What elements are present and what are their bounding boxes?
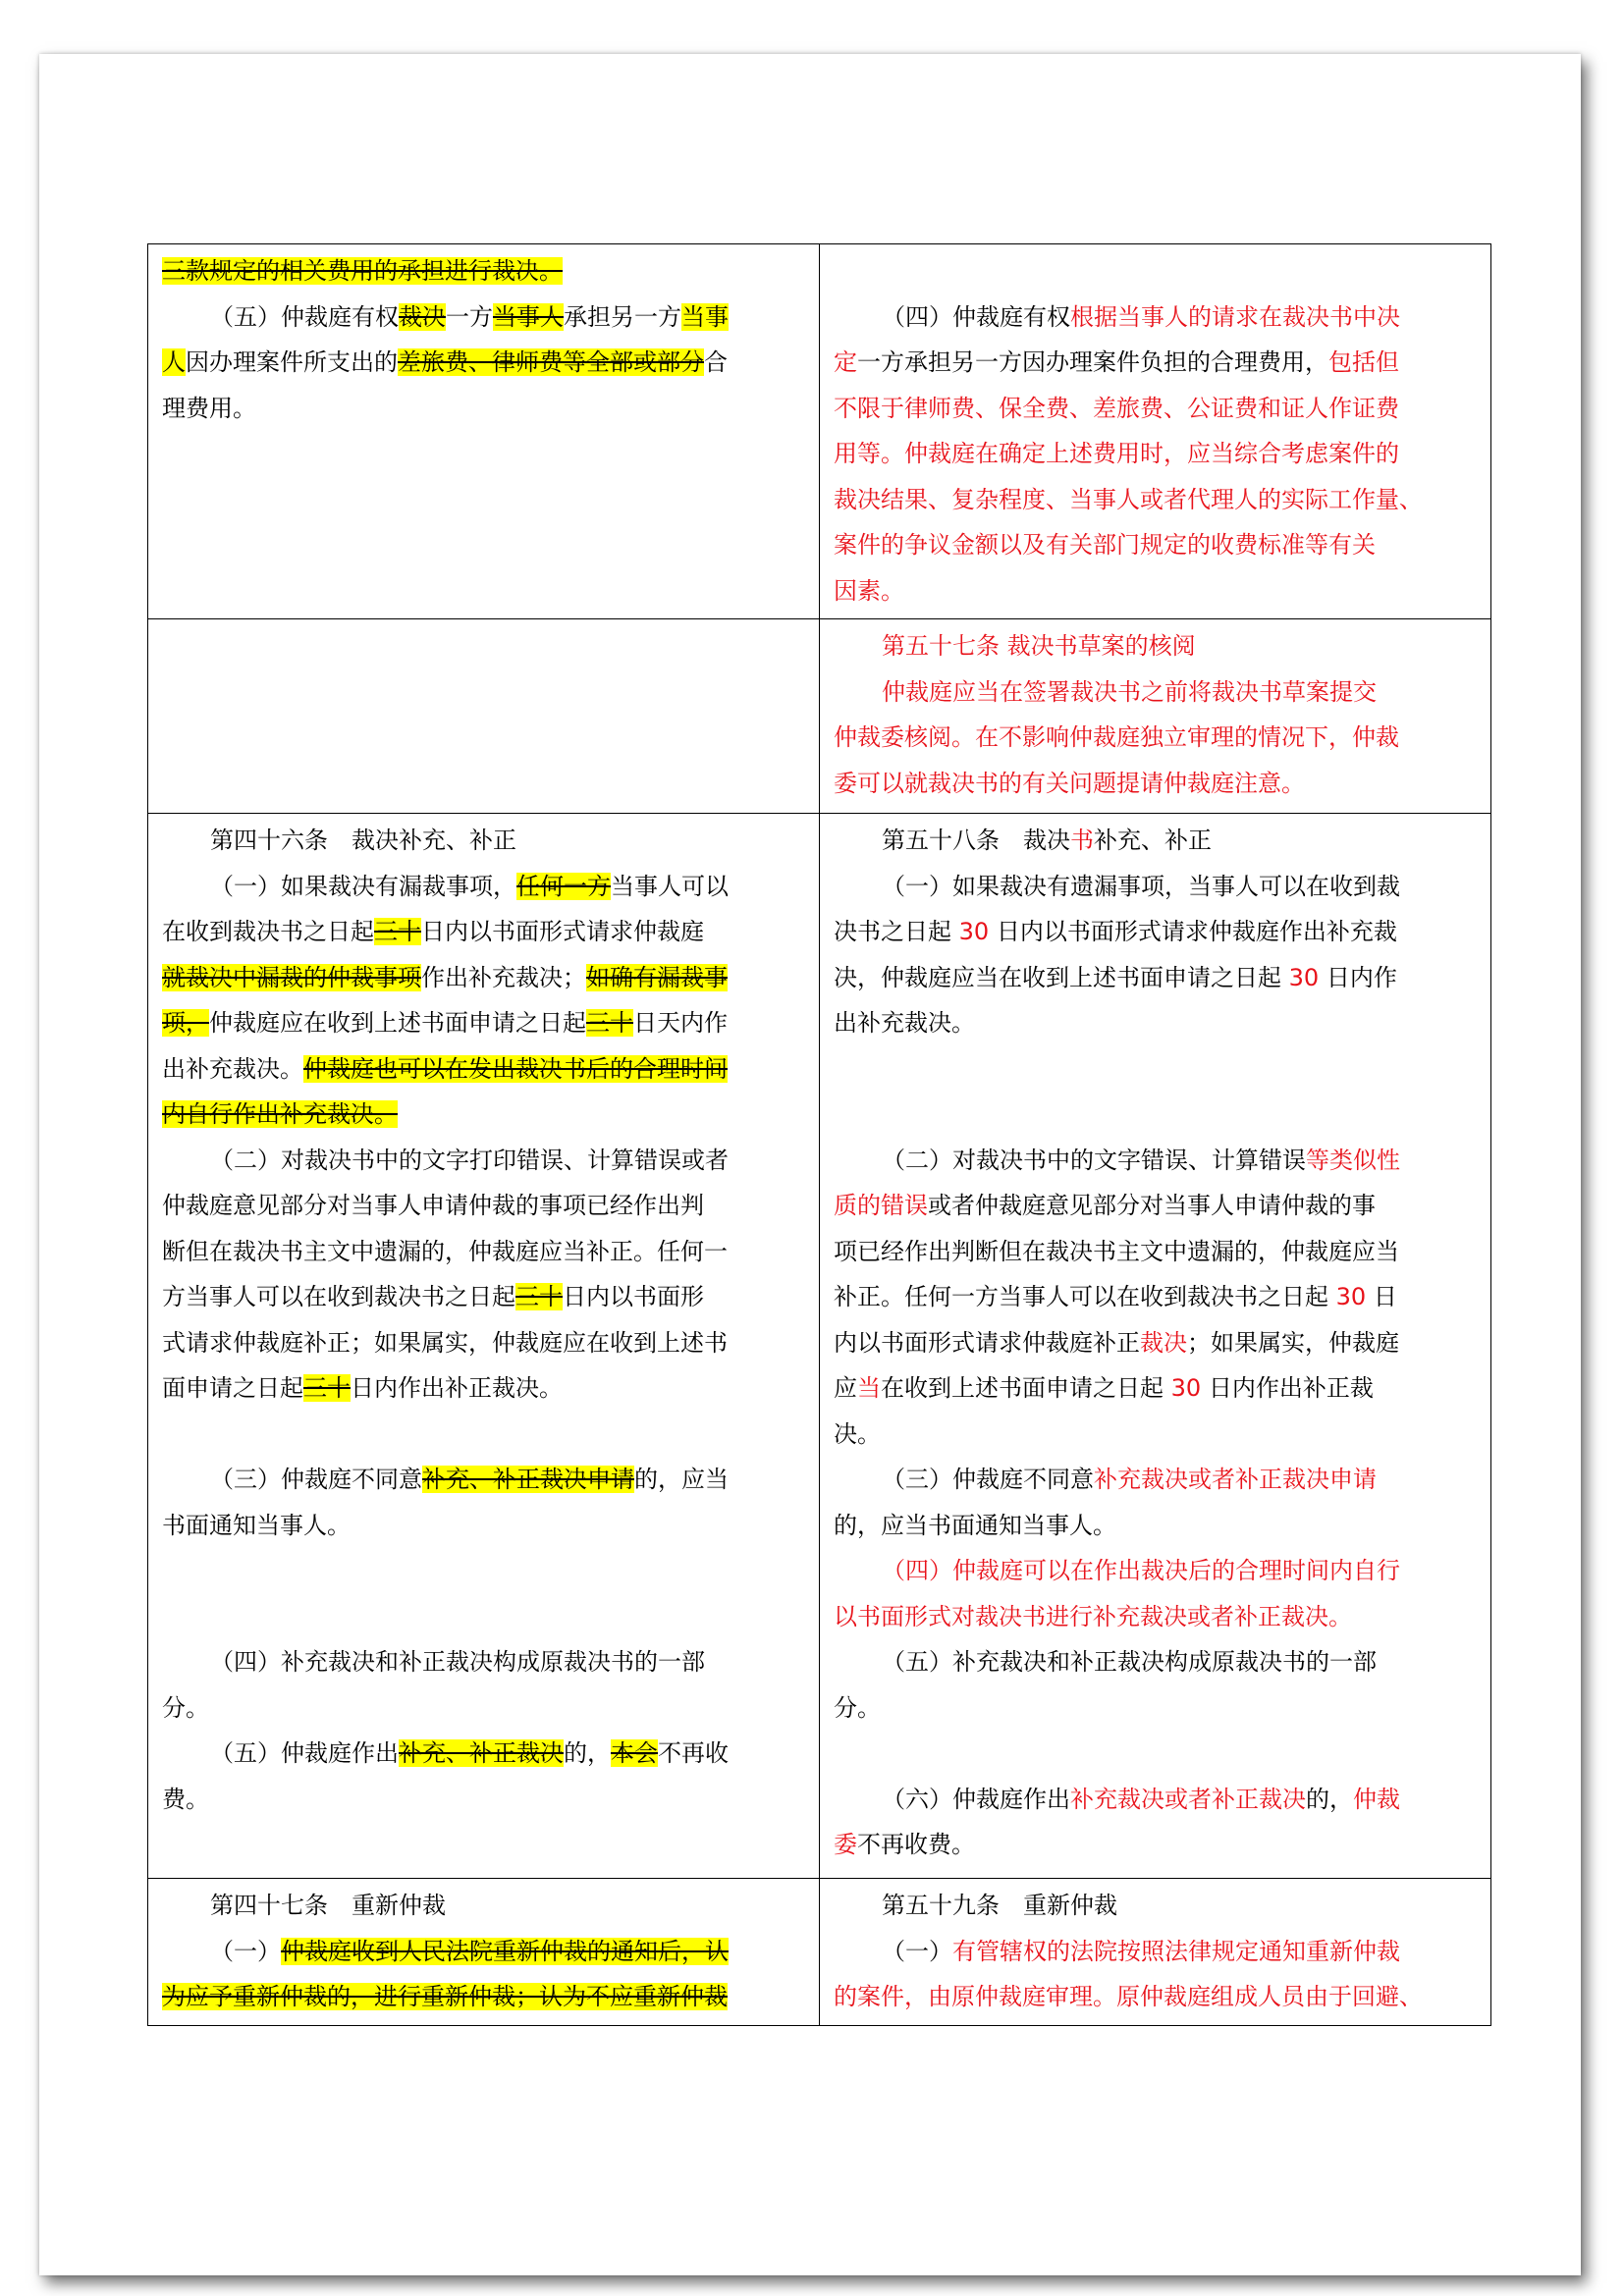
revised-text: 有管辖权的法院按照法律规定通知重新仲裁 — [952, 1937, 1400, 1965]
text-segment: 一方 — [446, 302, 493, 331]
table-row — [148, 814, 1491, 1879]
old-rule-cell — [148, 619, 820, 814]
text-line — [162, 955, 805, 1001]
text-line — [834, 818, 1477, 864]
text-segment: 不再收 — [658, 1739, 729, 1767]
text-line — [162, 1320, 805, 1366]
revised-text: 的案件，由原仲裁庭审理。原仲裁庭组成人员由于回避、 — [834, 1983, 1423, 2010]
revised-text: 因素。 — [834, 576, 904, 605]
text-segment: 不再收费。 — [857, 1831, 975, 1858]
text-segment: （三）仲裁庭不同意 — [882, 1466, 1094, 1493]
comparison-table — [147, 243, 1491, 2026]
text-segment: 因办理案件所支出的 — [186, 348, 398, 376]
blank-line — [834, 248, 1477, 294]
text-segment: （二）对裁决书中的文字打印错误、计算错误或者 — [210, 1146, 729, 1174]
deleted-text: 补充、补正裁决 — [399, 1739, 564, 1767]
text-line — [162, 1183, 805, 1229]
revised-text: 第五十七条 裁决书草案的核阅 — [882, 632, 1196, 660]
text-line — [834, 909, 1477, 955]
deleted-text: 仲裁庭收到人民法院重新仲裁的通知后，认 — [281, 1937, 729, 1965]
text-line — [834, 1320, 1477, 1366]
new-rule-cell — [820, 244, 1491, 619]
text-segment: （四）补充裁决和补正裁决构成原裁决书的一部 — [210, 1648, 705, 1676]
text-line — [834, 1138, 1477, 1184]
deleted-text: 内自行作出补充裁决。 — [162, 1100, 398, 1128]
text-line — [834, 340, 1477, 386]
deleted-text: 为应予重新仲裁的，进行重新仲裁；认为不应重新仲裁 — [162, 1983, 728, 2010]
text-line — [834, 1274, 1477, 1320]
deleted-text: 当事人 — [493, 302, 564, 331]
text-segment: （五）仲裁庭作出 — [210, 1739, 399, 1767]
text-segment: （二）对裁决书中的文字错误、计算错误 — [882, 1146, 1306, 1174]
text-segment: 费。 — [162, 1785, 209, 1813]
old-rule-cell — [148, 244, 820, 619]
revised-text: 包括但 — [1328, 348, 1399, 376]
revised-text: 根据当事人的请求在裁决书中决 — [1070, 302, 1400, 331]
table-row — [148, 619, 1491, 814]
text-line — [834, 864, 1477, 910]
text-line — [834, 761, 1477, 807]
text-segment: （六）仲裁庭作出 — [882, 1785, 1070, 1813]
text-segment: 第四十六条 裁决补充、补正 — [210, 827, 516, 854]
deleted-text: 裁决 — [399, 302, 446, 331]
text-line — [162, 1365, 805, 1412]
text-line — [834, 1974, 1477, 2020]
text-line — [834, 1229, 1477, 1275]
text-line — [834, 1777, 1477, 1823]
text-segment: 日内作出补正裁 — [1201, 1374, 1374, 1402]
text-segment: 补充、补正 — [1094, 827, 1212, 854]
text-segment: 的，应当 — [634, 1466, 729, 1493]
text-line — [162, 1639, 805, 1685]
blank-line — [162, 1548, 805, 1594]
text-line — [162, 1274, 805, 1320]
text-segment: 日内以书面形式请求仲裁庭作出补充裁 — [989, 918, 1397, 945]
text-line — [162, 1092, 805, 1138]
table-row — [148, 244, 1491, 619]
new-rule-cell — [820, 1879, 1491, 2026]
text-segment: （三）仲裁庭不同意 — [210, 1466, 422, 1493]
deleted-text: 三十 — [586, 1009, 633, 1037]
text-segment: 内以书面形式请求仲裁庭补正 — [834, 1328, 1140, 1357]
revised-text: 仲裁庭应当在签署裁决书之前将裁决书草案提交 — [882, 677, 1377, 706]
text-line — [162, 1929, 805, 1975]
revised-text: （四）仲裁庭可以在作出裁决后的合理时间内自行 — [882, 1557, 1400, 1584]
deleted-text: 三款规定的相关费用的承担进行裁决。 — [162, 257, 563, 285]
text-line — [162, 1731, 805, 1777]
text-line — [834, 1457, 1477, 1503]
text-segment: 日内作出补正裁决。 — [351, 1374, 563, 1402]
revised-text: 仲裁 — [1353, 1785, 1400, 1813]
blank-line — [834, 1092, 1477, 1138]
blank-line — [162, 1594, 805, 1640]
text-segment: （五）补充裁决和补正裁决构成原裁决书的一部 — [882, 1648, 1377, 1676]
text-segment: 分。 — [162, 1693, 209, 1722]
text-segment: 合 — [704, 348, 728, 376]
highlighted-text: 人 — [162, 348, 186, 376]
deleted-text: 任何一方 — [516, 872, 611, 900]
text-segment: 书面通知当事人。 — [162, 1511, 351, 1539]
text-segment: 日内以书面形 — [563, 1283, 704, 1310]
text-segment: 出补充裁决。 — [834, 1009, 975, 1037]
text-segment: 决书之日起 — [834, 918, 959, 945]
text-segment: （一）如果裁决有漏裁事项， — [210, 872, 516, 900]
revised-text: 不限于律师费、保全费、差旅费、公证费和证人作证费 — [834, 394, 1399, 422]
text-line — [834, 294, 1477, 341]
text-segment: 理费用。 — [162, 394, 256, 422]
text-line — [834, 669, 1477, 716]
text-line — [162, 340, 805, 386]
text-segment: 面申请之日起 — [162, 1374, 303, 1402]
text-line — [834, 386, 1477, 432]
text-segment: 第五十九条 重新仲裁 — [882, 1892, 1117, 1919]
text-segment: 方当事人可以在收到裁决书之日起 — [162, 1283, 515, 1310]
text-line — [834, 1548, 1477, 1594]
text-line — [162, 1777, 805, 1823]
blank-line — [162, 1412, 805, 1458]
text-line — [162, 1457, 805, 1503]
deleted-text: 三十 — [515, 1283, 563, 1310]
text-line — [162, 818, 805, 864]
revised-text: 补充裁决或者补正裁决申请 — [1094, 1466, 1377, 1493]
revised-text: 定 — [834, 348, 857, 376]
text-line — [162, 1503, 805, 1549]
text-segment: 日 — [1366, 1283, 1397, 1310]
text-line — [834, 431, 1477, 477]
text-segment: 在收到裁决书之日起 — [162, 918, 374, 945]
text-segment: 项已经作出判断但在裁决书主文中遗漏的，仲裁庭应当 — [834, 1237, 1399, 1265]
revised-text: 用等。仲裁庭在确定上述费用时，应当综合考虑案件的 — [834, 440, 1399, 467]
text-segment: 断但在裁决书主文中遗漏的，仲裁庭应当补正。任何一 — [162, 1237, 728, 1265]
text-segment: 一方承担另一方因办理案件负担的合理费用， — [857, 348, 1328, 376]
deleted-text: 就裁决中漏裁的仲裁事项 — [162, 963, 421, 991]
text-segment: 日天内作 — [633, 1009, 728, 1037]
text-line — [834, 1883, 1477, 1929]
text-segment: 决。 — [834, 1419, 881, 1448]
text-segment: （四）仲裁庭有权 — [882, 302, 1070, 331]
text-segment: 的， — [1306, 1785, 1353, 1813]
new-rule-cell — [820, 619, 1491, 814]
text-segment: 出补充裁决。 — [162, 1054, 303, 1083]
text-segment: 日内作 — [1319, 963, 1397, 991]
text-line — [834, 477, 1477, 523]
text-segment: 应 — [834, 1374, 857, 1402]
text-line — [834, 1503, 1477, 1549]
deleted-text: 如确有漏裁事 — [586, 963, 728, 991]
text-segment: 仲裁庭意见部分对当事人申请仲裁的事项已经作出判 — [162, 1192, 704, 1219]
revised-text: 裁决 — [1140, 1328, 1187, 1357]
text-segment: 在收到上述书面申请之日起 — [881, 1374, 1171, 1402]
revised-text: 30 — [1170, 1374, 1202, 1402]
revised-text: 案件的争议金额以及有关部门规定的收费标准等有关 — [834, 531, 1376, 559]
revised-text: 裁决结果、复杂程度、当事人或者代理人的实际工作量、 — [834, 485, 1423, 513]
old-rule-cell — [148, 814, 820, 1879]
text-line — [162, 294, 805, 341]
text-line — [834, 1183, 1477, 1229]
new-rule-cell — [820, 814, 1491, 1879]
text-line — [162, 1138, 805, 1184]
deleted-text: 仲裁庭也可以在发出裁决书后的合理时间 — [303, 1054, 728, 1083]
text-line — [834, 1412, 1477, 1458]
text-line — [162, 909, 805, 955]
text-segment: 补正。任何一方当事人可以在收到裁决书之日起 — [834, 1283, 1336, 1310]
blank-line — [834, 1046, 1477, 1093]
deleted-text: 三十 — [374, 918, 421, 945]
text-segment: 承担另一方 — [564, 302, 681, 331]
text-segment: 仲裁庭应在收到上述书面申请之日起 — [209, 1009, 586, 1037]
text-segment: 第四十七条 重新仲裁 — [210, 1892, 446, 1919]
text-line — [834, 1639, 1477, 1685]
text-line — [162, 1685, 805, 1732]
text-line — [834, 1000, 1477, 1046]
text-segment: （五）仲裁庭有权 — [210, 302, 399, 331]
deleted-text: 项， — [162, 1009, 209, 1037]
comparison-table-body — [148, 244, 1491, 2026]
table-row — [148, 1879, 1491, 2026]
revised-text: 质的错误 — [834, 1192, 928, 1219]
revised-text: 30 — [1335, 1283, 1367, 1310]
deleted-text: 差旅费、律师费等全部或部分 — [398, 348, 704, 376]
text-line — [162, 1229, 805, 1275]
text-segment: 决，仲裁庭应当在收到上述书面申请之日起 — [834, 963, 1289, 991]
revised-text: 补充裁决或者补正裁决 — [1070, 1785, 1306, 1813]
text-line — [162, 1974, 805, 2020]
text-segment: 日内以书面形式请求仲裁庭 — [421, 918, 704, 945]
revised-text: 30 — [1288, 963, 1320, 991]
revised-text: 委可以就裁决书的有关问题提请仲裁庭注意。 — [834, 769, 1305, 797]
text-line — [162, 1000, 805, 1046]
text-segment: 式请求仲裁庭补正；如果属实，仲裁庭应在收到上述书 — [162, 1328, 728, 1357]
revised-text: 委 — [834, 1831, 857, 1858]
text-segment: ；如果属实，仲裁庭 — [1187, 1328, 1399, 1357]
text-segment: 的，应当书面通知当事人。 — [834, 1511, 1116, 1539]
revised-text: 仲裁委核阅。在不影响仲裁庭独立审理的情况下，仲裁 — [834, 723, 1399, 751]
text-line — [162, 1883, 805, 1929]
text-segment: 的， — [564, 1739, 611, 1767]
text-line — [162, 1046, 805, 1093]
old-rule-cell — [148, 1879, 820, 2026]
text-line — [834, 1929, 1477, 1975]
text-line — [834, 955, 1477, 1001]
text-line — [834, 715, 1477, 761]
revised-text: 等类似性 — [1306, 1146, 1400, 1174]
text-segment: 分。 — [834, 1693, 881, 1722]
text-segment: 作出补充裁决； — [421, 963, 586, 991]
text-segment: （一） — [882, 1937, 952, 1965]
text-line — [834, 1594, 1477, 1640]
text-line — [834, 1365, 1477, 1412]
deleted-text: 补充、补正裁决申请 — [422, 1466, 634, 1493]
text-line — [162, 864, 805, 910]
text-line — [834, 522, 1477, 568]
text-line — [834, 1685, 1477, 1732]
text-segment: 当事人可以 — [611, 872, 729, 900]
text-line — [834, 568, 1477, 614]
deleted-text: 本会 — [611, 1739, 658, 1767]
text-segment: 第五十八条 裁决 — [882, 827, 1070, 854]
revised-text: 当 — [857, 1374, 881, 1402]
text-line — [834, 1822, 1477, 1868]
highlighted-text: 当事 — [681, 302, 729, 331]
text-segment: （一）如果裁决有遗漏事项，当事人可以在收到裁 — [882, 872, 1400, 900]
revised-text: 以书面形式对裁决书进行补充裁决或者补正裁决。 — [834, 1602, 1352, 1630]
deleted-text: 三十 — [303, 1374, 351, 1402]
text-segment: 或者仲裁庭意见部分对当事人申请仲裁的事 — [928, 1192, 1376, 1219]
revised-text: 书 — [1070, 827, 1094, 854]
blank-line — [834, 1731, 1477, 1777]
revised-text: 30 — [958, 918, 990, 945]
text-line — [162, 386, 805, 432]
text-line — [834, 623, 1477, 669]
text-segment: （一） — [210, 1937, 281, 1965]
text-line — [162, 248, 805, 294]
